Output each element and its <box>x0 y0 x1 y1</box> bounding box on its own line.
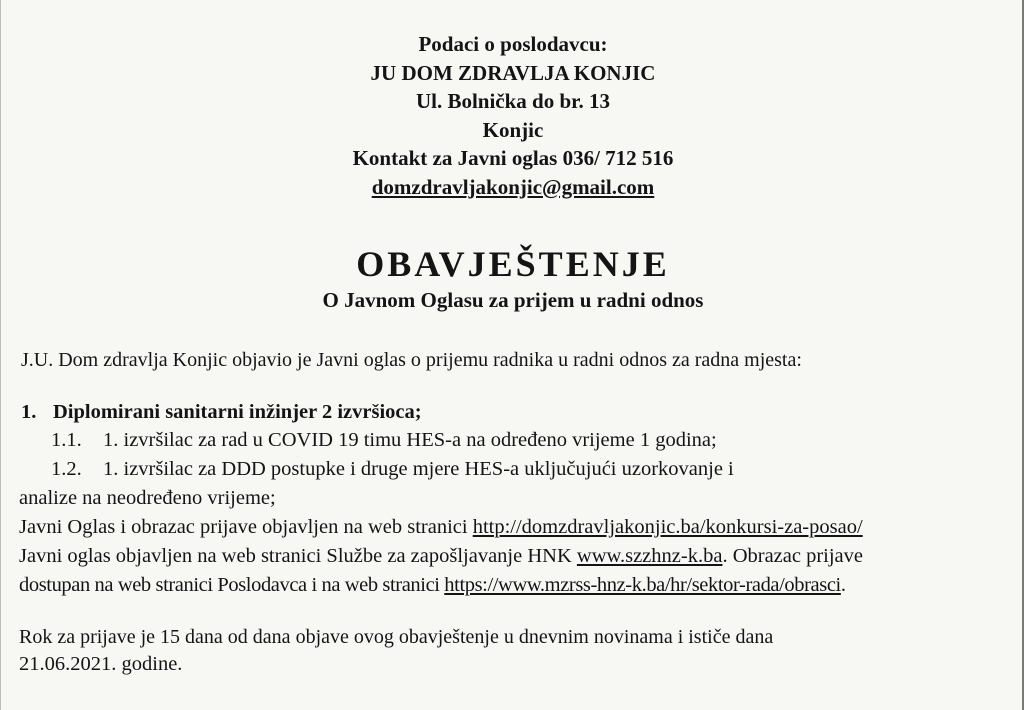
sub-item-2-continuation <box>19 485 276 511</box>
deadline-text-1: Rok za prijave je 15 dana od dana objave ovog obavještenje u dnevnim novinama i ističe dana <box>19 626 774 648</box>
employer-info <box>1 30 1024 201</box>
sub-item-1 <box>51 427 717 453</box>
website-link-employer[interactable]: http://domzdravljakonjic.ba/konkursi-za-posao/ <box>472 516 863 538</box>
notice-title: OBAVJEŠTENJE <box>356 244 670 284</box>
web-paragraph-3 <box>19 572 846 598</box>
position-title: Diplomirani sanitarni inžinjer 2 izvršioca; <box>53 401 422 423</box>
position-heading <box>21 399 422 425</box>
deadline-line-1 <box>19 624 773 650</box>
sub-item-2-cont-text: analize na neodređeno vrijeme; <box>19 487 276 509</box>
web1-text: Javni Oglas i obrazac prijave objavljen na web stranici <box>19 516 473 538</box>
employer-email[interactable]: domzdravljakonjic@gmail.com <box>371 174 655 199</box>
employer-contact: Kontakt za Javni oglas 036/ 712 516 <box>352 146 674 170</box>
intro-paragraph <box>21 347 802 373</box>
sub-item-2 <box>51 456 734 482</box>
sub-item-1-text: 1. izvršilac za rad u COVID 19 timu HES-a na određeno vrijeme 1 godina; <box>103 429 717 451</box>
deadline-text-2: 21.06.2021. godine. <box>19 653 183 675</box>
web2-tail: . Obrazac prijave <box>722 545 864 567</box>
web2-text: Javni oglas objavljen na web stranici Službe za zapošljavanje HNK <box>19 545 577 567</box>
notice-subtitle: O Javnom Oglasu za prijem u radni odnos <box>322 288 704 312</box>
sub-item-1-number: 1.1. <box>51 429 82 451</box>
employer-address: Ul. Bolnička do br. 13 <box>415 89 611 113</box>
sub-item-2-number: 1.2. <box>51 458 82 480</box>
intro-text: J.U. Dom zdravlja Konjic objavio je Javni oglas o prijemu radnika u radni odnos za radna mjesta: <box>21 349 802 371</box>
employer-heading: Podaci o poslodavcu: <box>418 32 608 56</box>
web3-tail: . <box>840 574 846 596</box>
sub-item-2-text: 1. izvršilac za DDD postupke i druge mjere HES-a uključujući uzorkovanje i <box>103 458 734 480</box>
website-link-szz[interactable]: www.szzhnz-k.ba <box>576 545 723 567</box>
deadline-line-2 <box>19 651 182 677</box>
employer-name: JU DOM ZDRAVLJA KONJIC <box>370 60 656 85</box>
web-paragraph-1 <box>19 514 863 540</box>
web3-text: dostupan na web stranici Poslodavca i na web stranici <box>19 574 445 596</box>
website-link-mzrss[interactable]: https://www.mzrss-hnz-k.ba/hr/sektor-rada/obrasci <box>444 574 841 596</box>
web-paragraph-2 <box>19 543 863 569</box>
employer-city: Konjic <box>482 117 544 142</box>
position-number: 1. <box>21 401 37 423</box>
